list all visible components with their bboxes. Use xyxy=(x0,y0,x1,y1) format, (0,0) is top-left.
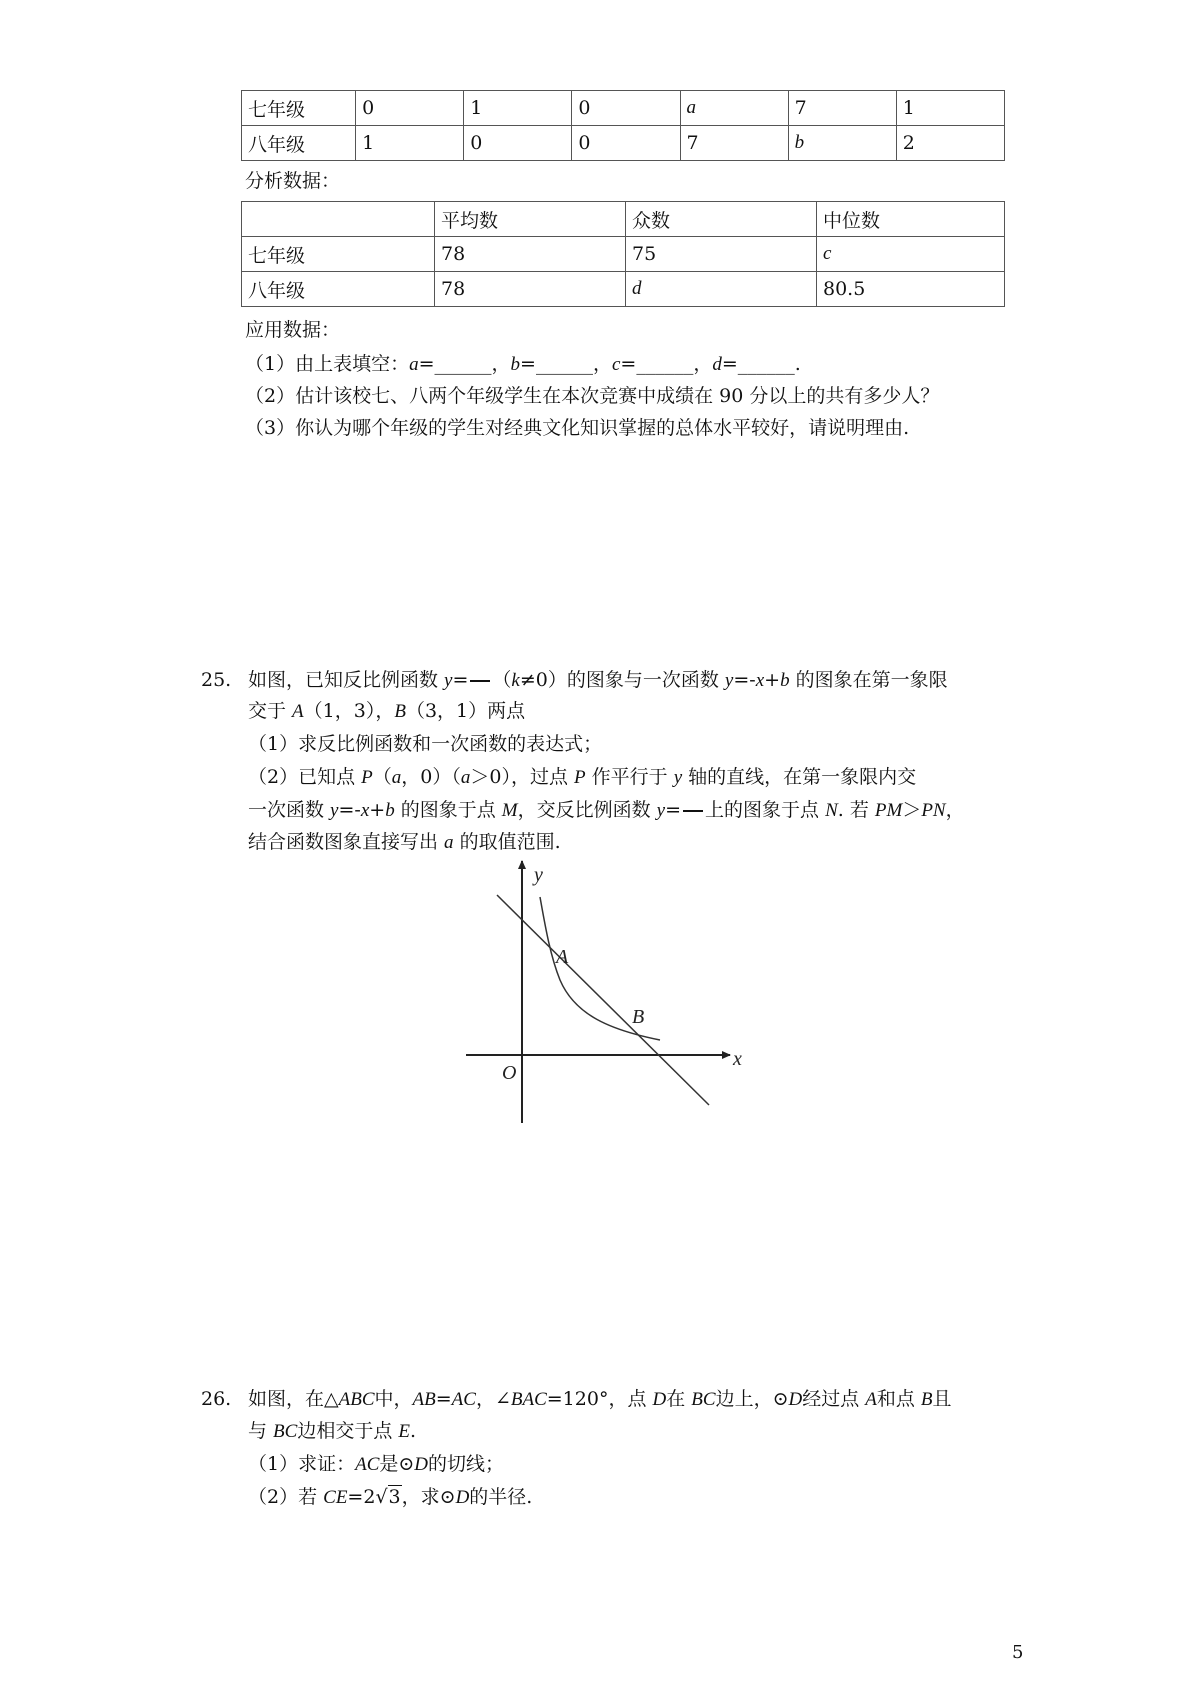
text: ，求⊙ xyxy=(401,1486,456,1508)
analysis-label: 分析数据： xyxy=(245,170,341,192)
text: B xyxy=(920,1389,933,1410)
text: k xyxy=(511,670,520,691)
origin-label: O xyxy=(502,1062,517,1084)
text: + xyxy=(764,669,781,691)
text: 作平行于 xyxy=(585,766,674,788)
table-cell: 0 xyxy=(572,126,680,161)
text: （3，1）两点 xyxy=(405,700,526,722)
table-cell: 0 xyxy=(572,91,680,126)
text: ＞ xyxy=(902,799,922,821)
table-row xyxy=(242,202,1005,237)
text: 结合函数图象直接写出 xyxy=(248,831,445,853)
table-cell: a xyxy=(680,91,788,126)
fraction-bar xyxy=(470,680,490,682)
text: y xyxy=(330,800,339,821)
table-cell: 八年级 xyxy=(242,126,356,161)
table-cell: 八年级 xyxy=(242,272,435,307)
table-header-cell: 平均数 xyxy=(435,202,626,237)
text: A xyxy=(292,701,304,722)
text: E xyxy=(398,1421,410,1442)
blank: ______ xyxy=(535,353,593,375)
table-cell: 1 xyxy=(896,91,1004,126)
text: 如图，已知反比例函数 xyxy=(248,669,445,691)
text: = xyxy=(418,353,435,375)
table-cell: 0 xyxy=(464,126,572,161)
text: 的切线； xyxy=(428,1453,505,1475)
text: a xyxy=(391,767,402,788)
text: ， xyxy=(945,799,965,821)
x-axis-label: x xyxy=(733,1048,742,1070)
table-row xyxy=(242,91,1005,126)
text: b xyxy=(780,670,790,691)
text: = xyxy=(721,353,738,375)
text: 如图，在△ xyxy=(248,1388,339,1410)
text: . 若 xyxy=(837,799,875,821)
text: c xyxy=(611,354,621,375)
q26-line1 xyxy=(248,1386,952,1413)
text: y xyxy=(444,670,453,691)
text: P xyxy=(574,767,586,788)
table-cell: 78 xyxy=(435,272,626,307)
text: （1）求证： xyxy=(248,1453,356,1475)
table-cell: 80.5 xyxy=(817,272,1005,307)
text: ABC xyxy=(338,1389,375,1410)
table-cell: 75 xyxy=(626,237,817,272)
q26-number: 26. xyxy=(201,1388,232,1410)
text: y xyxy=(724,670,734,691)
blank: ______ xyxy=(737,353,795,375)
text: 交于 xyxy=(248,700,293,722)
text: AC xyxy=(451,1389,476,1410)
text: ，交反比例函数 xyxy=(517,799,657,821)
text: 和点 xyxy=(876,1388,921,1410)
table-cell: 2 xyxy=(896,126,1004,161)
text: N xyxy=(825,800,838,821)
text: （ xyxy=(492,669,512,691)
q25-number: 25. xyxy=(201,669,232,691)
text: D xyxy=(455,1487,470,1508)
text: 的取值范围. xyxy=(453,831,561,853)
text: y xyxy=(673,767,683,788)
text: + xyxy=(369,799,386,821)
q26-part2 xyxy=(248,1484,532,1511)
table-cell: c xyxy=(817,237,1005,272)
table-cell: 0 xyxy=(356,91,464,126)
text: . xyxy=(794,353,801,375)
point-a-label: A xyxy=(556,946,569,968)
table-cell: d xyxy=(626,272,817,307)
q25-part2-end xyxy=(248,829,561,856)
text: ， xyxy=(693,353,713,375)
text: =- xyxy=(733,669,756,691)
text: BAC xyxy=(510,1389,547,1410)
table-header-cell: 众数 xyxy=(626,202,817,237)
text: ，0）（ xyxy=(401,766,461,788)
text: ，∠ xyxy=(475,1388,511,1410)
text: 中， xyxy=(374,1388,413,1410)
text: ， xyxy=(592,353,612,375)
linear-function-line xyxy=(497,895,709,1105)
text: A xyxy=(865,1389,877,1410)
analysis-table xyxy=(241,201,1005,307)
text: 边上，⊙ xyxy=(715,1388,789,1410)
blank: ______ xyxy=(434,353,492,375)
text: = xyxy=(452,669,469,691)
text: D xyxy=(414,1454,429,1475)
q24-part3: （3）你认为哪个年级的学生对经典文化知识掌握的总体水平较好，请说明理由. xyxy=(245,417,910,439)
text: =120°，点 xyxy=(546,1388,653,1410)
text: PM xyxy=(874,800,903,821)
blank: ______ xyxy=(636,353,694,375)
text: D xyxy=(788,1389,803,1410)
table-row xyxy=(242,237,1005,272)
text: = xyxy=(435,1388,452,1410)
text: y xyxy=(656,800,666,821)
text: = xyxy=(520,353,536,375)
text: D xyxy=(652,1389,667,1410)
text: BC xyxy=(691,1389,716,1410)
q25-part2-cont xyxy=(248,797,965,824)
text: （2）已知点 xyxy=(248,766,362,788)
text: = xyxy=(665,799,682,821)
table-cell: b xyxy=(788,126,896,161)
text: = xyxy=(620,353,637,375)
text: 上的图象于点 xyxy=(705,799,826,821)
text: 经过点 xyxy=(802,1388,866,1410)
text: （2）若 xyxy=(248,1486,324,1508)
table-cell: 7 xyxy=(680,126,788,161)
text: x xyxy=(755,670,765,691)
q24-part1 xyxy=(245,351,801,378)
sqrt-radicand: 3 xyxy=(388,1486,401,1508)
text: AC xyxy=(355,1454,380,1475)
text: b xyxy=(510,354,521,375)
q26-line2 xyxy=(248,1418,416,1445)
text: BC xyxy=(273,1421,298,1442)
table-row xyxy=(242,272,1005,307)
text: 是⊙ xyxy=(379,1453,415,1475)
q24-part2: （2）估计该校七、八两个年级学生在本次竞赛中成绩在 90 分以上的共有多少人？ xyxy=(245,385,940,407)
q25-part2 xyxy=(248,764,916,791)
q26-part1 xyxy=(248,1451,504,1478)
text: 的图象在第一象限 xyxy=(789,669,948,691)
score-distribution-table xyxy=(241,90,1005,161)
text: ＞0），过点 xyxy=(470,766,574,788)
text: PN xyxy=(921,800,946,821)
text: =2 xyxy=(347,1486,376,1508)
text: 一次函数 xyxy=(248,799,331,821)
q25-line2 xyxy=(248,698,525,725)
text: d xyxy=(712,354,722,375)
function-graph xyxy=(460,855,760,1125)
text: （ xyxy=(372,766,392,788)
text: （1，3）， xyxy=(303,700,395,722)
text: P xyxy=(361,767,373,788)
table-cell: 7 xyxy=(788,91,896,126)
text: 轴的直线，在第一象限内交 xyxy=(682,766,917,788)
apply-label: 应用数据： xyxy=(245,319,341,341)
text: . xyxy=(409,1420,417,1442)
text: 且 xyxy=(932,1388,952,1410)
sqrt-sign: √ xyxy=(375,1486,388,1508)
text: b xyxy=(385,800,395,821)
table-cell: 1 xyxy=(464,91,572,126)
text: B xyxy=(394,701,406,722)
table-row xyxy=(242,126,1005,161)
text: 的图象于点 xyxy=(394,799,502,821)
text: a xyxy=(460,767,471,788)
text: 在 xyxy=(666,1388,692,1410)
text: CE xyxy=(323,1487,348,1508)
table-cell: 七年级 xyxy=(242,237,435,272)
table-header-cell xyxy=(242,202,435,237)
table-cell: 78 xyxy=(435,237,626,272)
text: AB xyxy=(412,1389,436,1410)
text: M xyxy=(501,800,518,821)
text: （1）由上表填空： xyxy=(245,353,410,375)
fraction-bar xyxy=(683,810,703,812)
page-number: 5 xyxy=(1012,1642,1024,1663)
text: a xyxy=(409,354,419,375)
q25-line1 xyxy=(248,667,948,694)
table-header-cell: 中位数 xyxy=(817,202,1005,237)
table-cell: 1 xyxy=(356,126,464,161)
q25-part1: （1）求反比例函数和一次函数的表达式； xyxy=(248,733,603,755)
text: =- xyxy=(338,799,361,821)
text: 边相交于点 xyxy=(297,1420,399,1442)
text: a xyxy=(444,832,454,853)
y-axis-label: y xyxy=(534,864,543,886)
table-cell: 七年级 xyxy=(242,91,356,126)
text: x xyxy=(360,800,370,821)
text: 与 xyxy=(248,1420,274,1442)
point-b-label: B xyxy=(632,1006,645,1028)
text: ， xyxy=(491,353,511,375)
text: 的半径. xyxy=(469,1486,533,1508)
text: ≠0）的图象与一次函数 xyxy=(519,669,725,691)
